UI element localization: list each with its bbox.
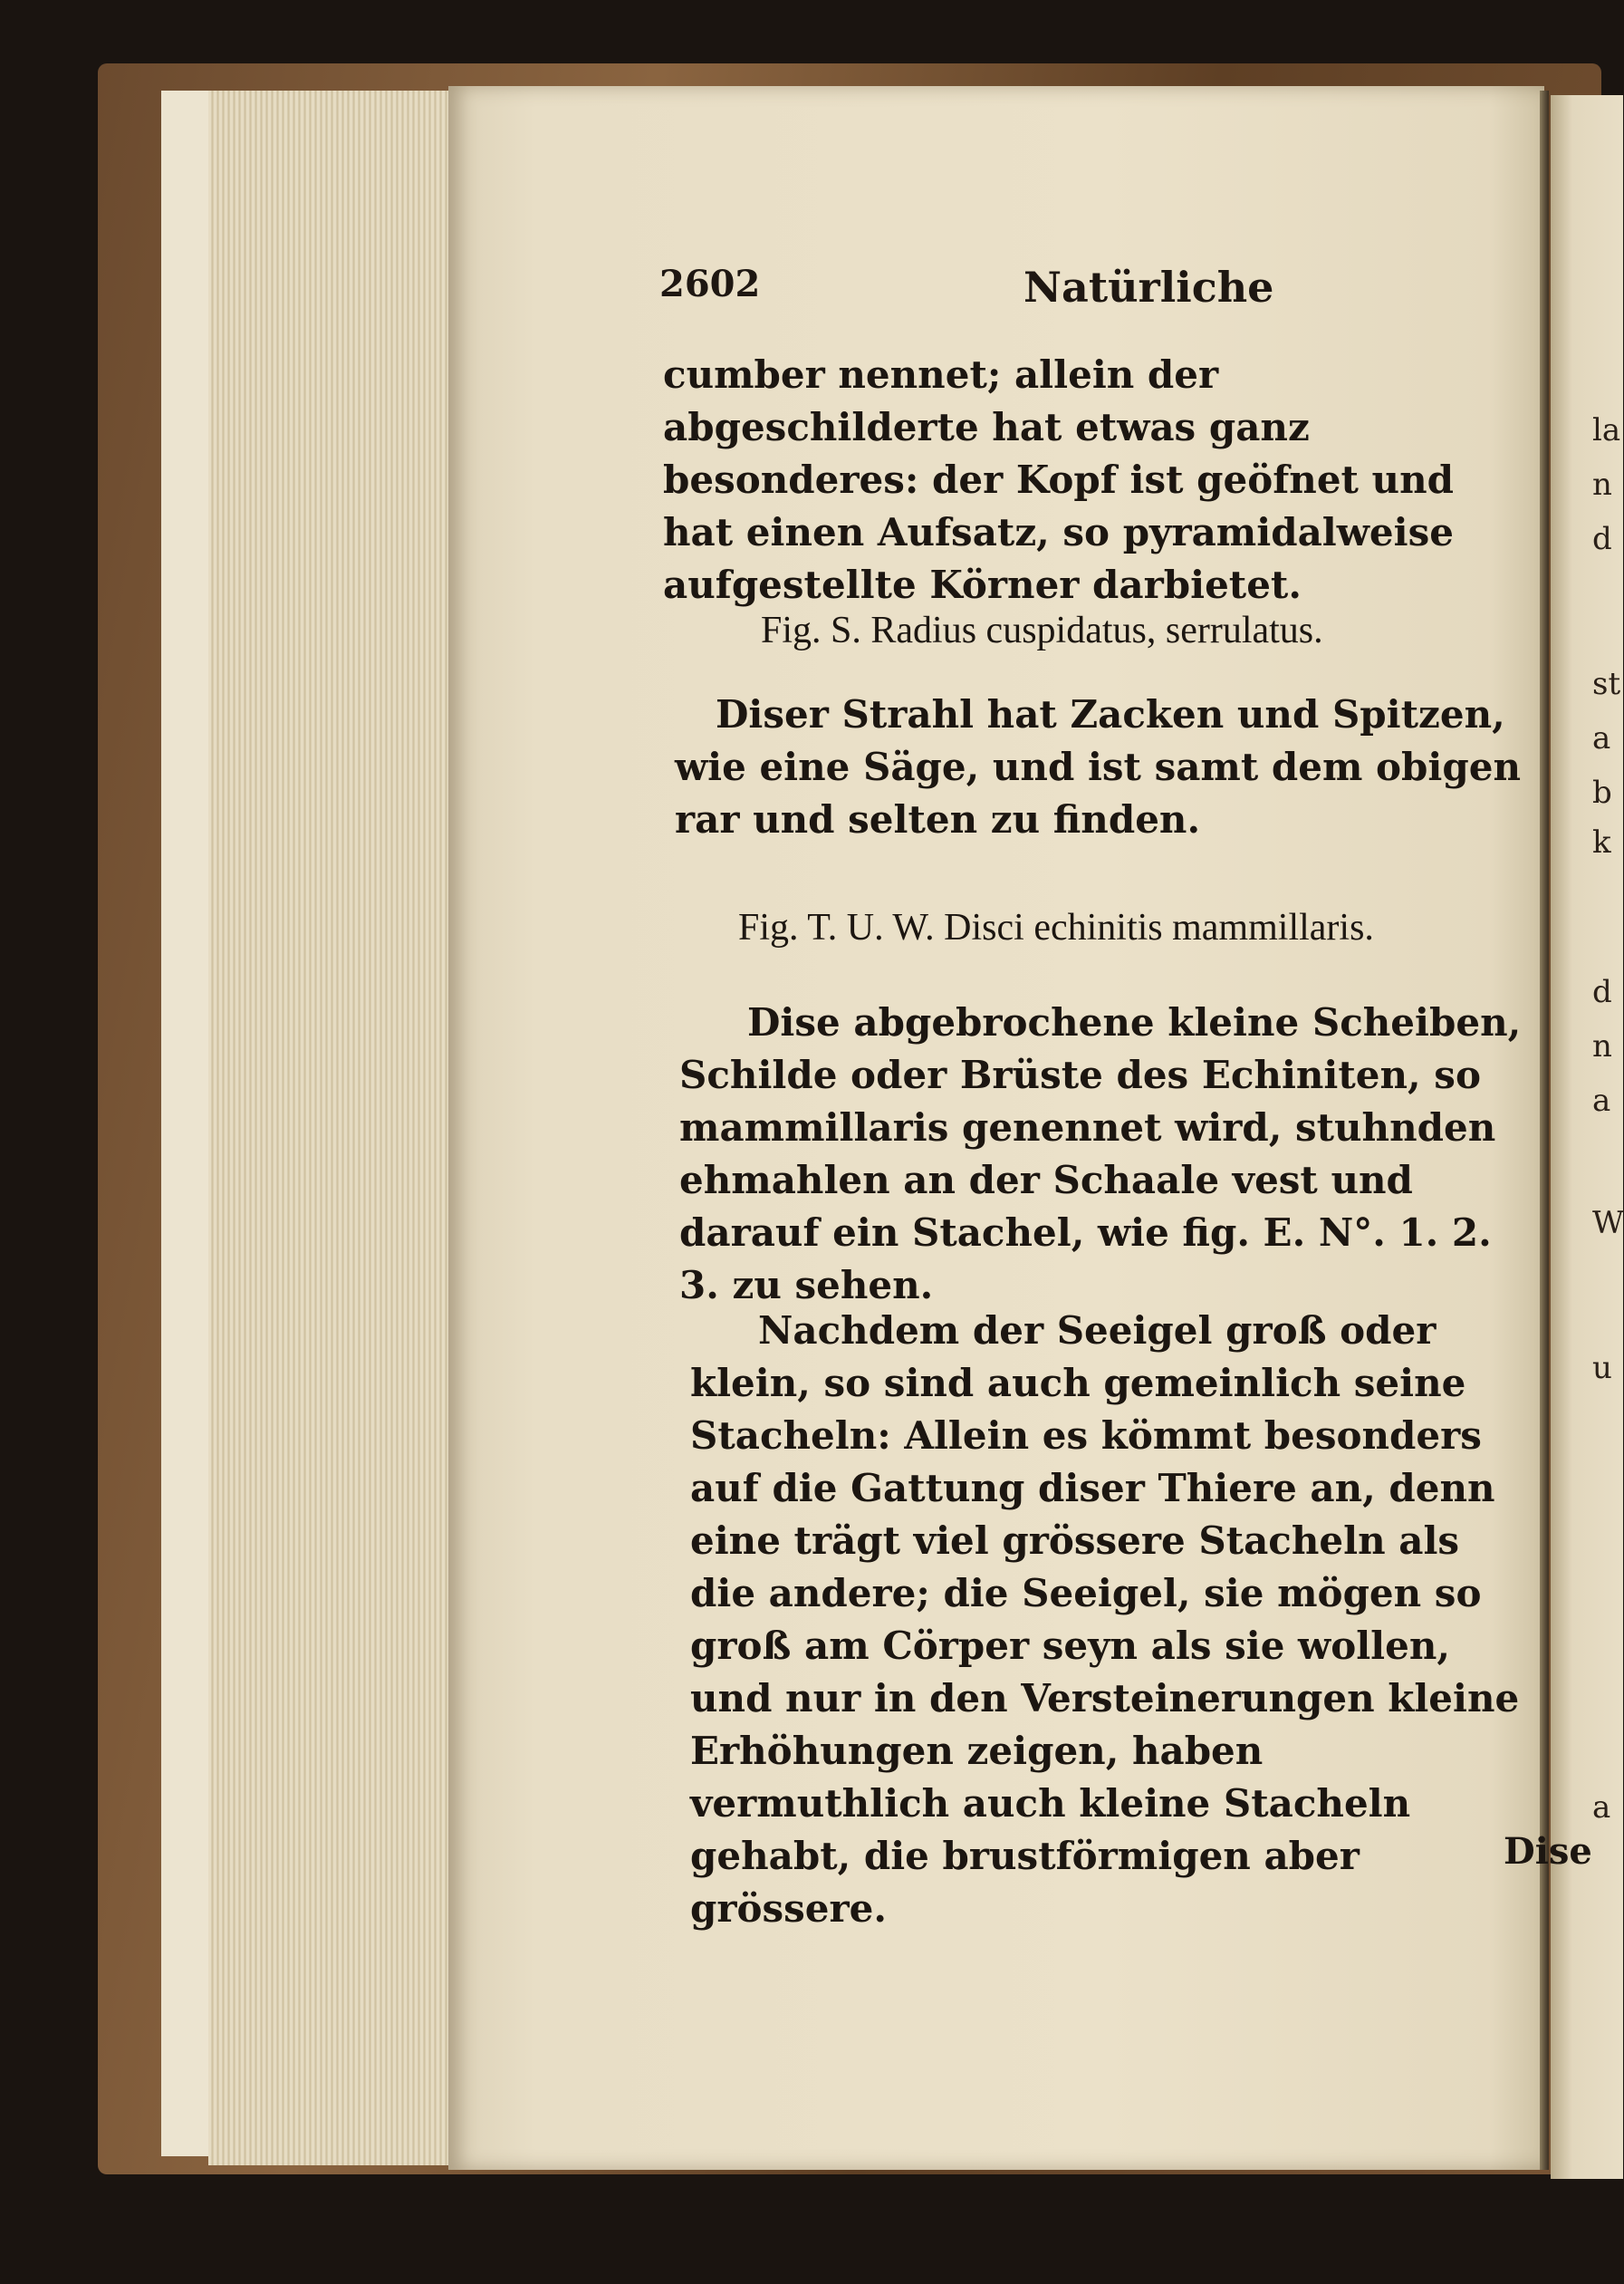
flyleaf [161,91,216,2156]
adjacent-fragment: la [1592,412,1621,448]
page-number: 2602 [659,263,761,305]
running-title: Natürliche [1023,263,1274,312]
adjacent-fragment: k [1592,824,1611,861]
adjacent-fragment: b [1592,775,1612,811]
figure-caption: Fig. T. U. W. Disci echinitis mammillaris. [738,907,1374,949]
adjacent-fragment: n [1592,467,1612,503]
adjacent-fragment: a [1592,720,1611,757]
catchword: Dise [1504,1830,1592,1873]
page-edges [208,91,453,2165]
adjacent-fragment: d [1592,521,1612,557]
adjacent-fragment: st [1592,666,1621,702]
paragraph: Dise abgebrochene kleine Scheiben, Schilde oder Brüste des Echiniten, so mammillaris genennet wird, stuhnden ehmahlen an der Schaale vest und darauf ein Stachel, wie fig. E. N°. 1. 2. 3. zu sehen. [679,1000,1522,1307]
paragraph: cumber nennet; allein der abgeschilderte hat etwas ganz besonderes: der Kopf ist geöfnet und hat einen Aufsatz, so pyramidalweise aufgestellte Körner darbietet. [663,352,1454,607]
adjacent-fragment: d [1592,974,1612,1010]
adjacent-fragment: n [1592,1028,1612,1065]
paragraph: Diser Strahl hat Zacken und Spitzen, wie eine Säge, und ist samt dem obigen rar und selten zu finden. [675,692,1522,842]
adjacent-fragment: u [1592,1350,1612,1386]
adjacent-fragment: a [1592,1789,1611,1826]
adjacent-fragment: a [1592,1083,1611,1119]
figure-caption: Fig. S. Radius cuspidatus, serrulatus. [761,610,1323,651]
paragraph: Nachdem der Seeigel groß oder klein, so sind auch gemeinlich seine Stacheln: Allein es kömmt besonders auf die Gattung diser Thiere an, denn eine trägt viel grössere Stacheln als die andere; die Seeigel, sie mögen so groß am Cörper seyn als sie wollen, und nur in den Versteinerungen kleine Erhöhungen zeigen, haben vermuthlich auch kleine Stacheln gehabt, die brustförmigen aber grössere. [690,1308,1520,1931]
adjacent-fragment: W [1592,1205,1624,1241]
